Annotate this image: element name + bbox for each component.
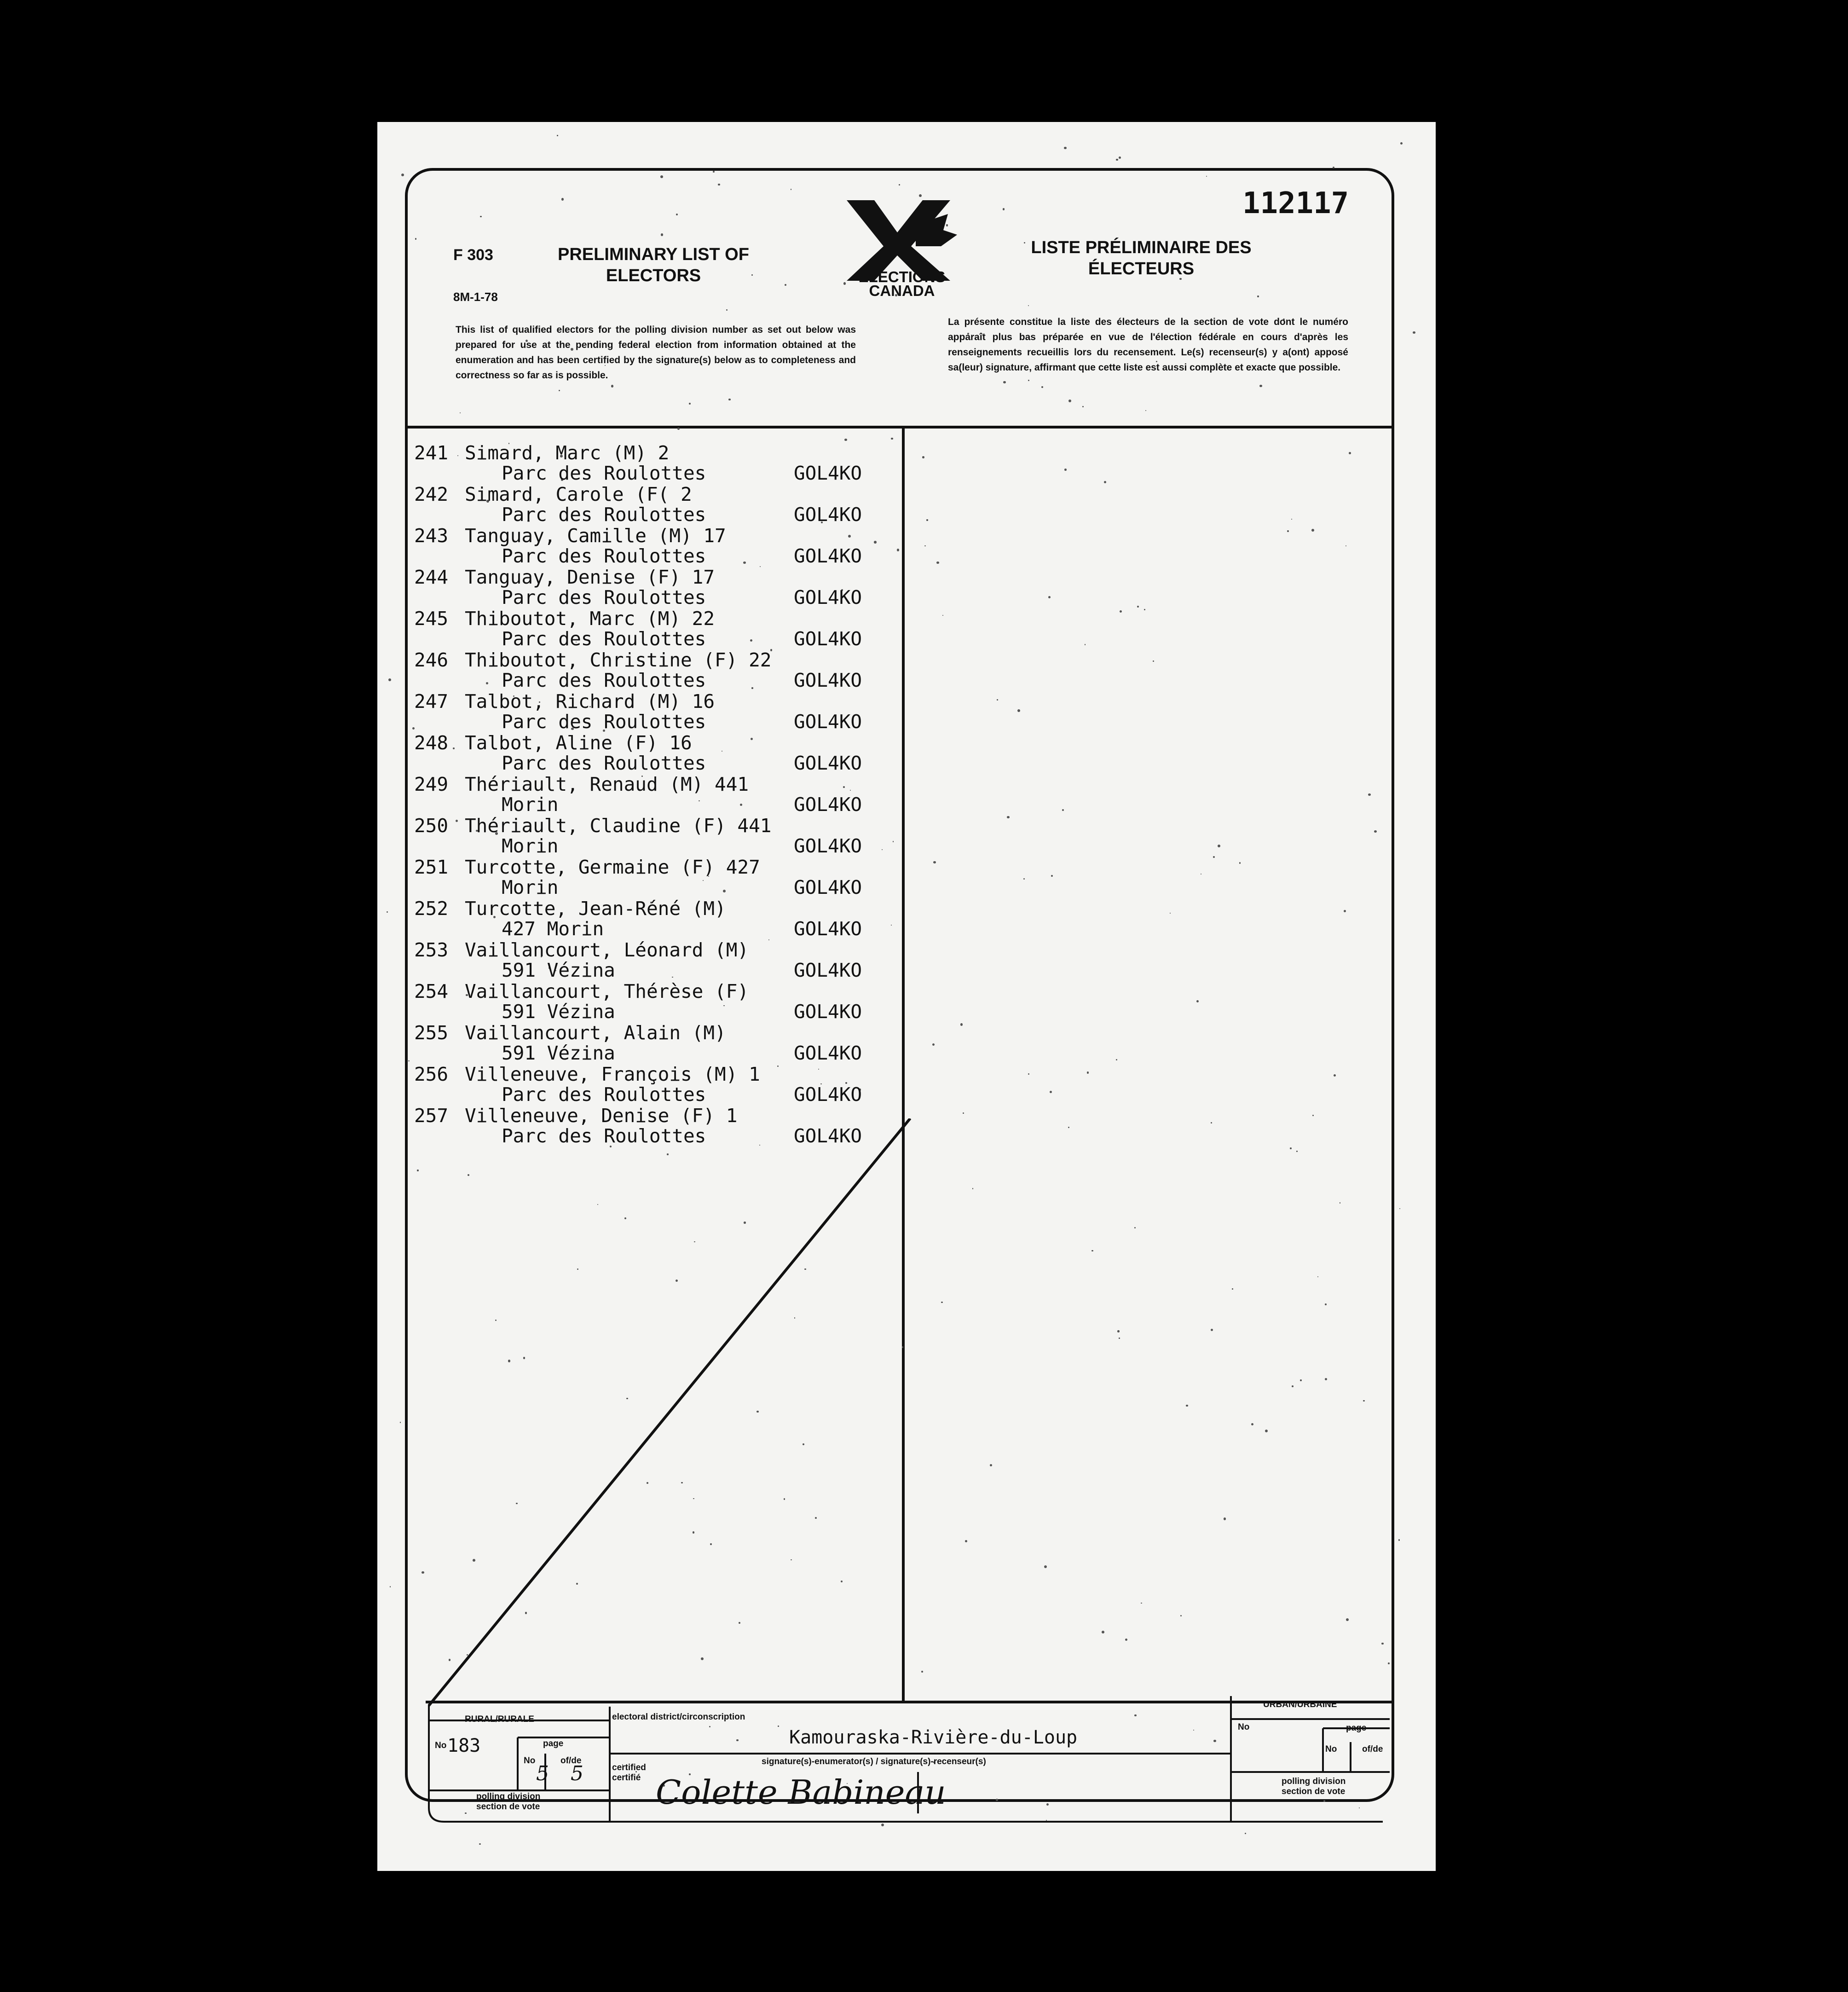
speck <box>1003 208 1005 210</box>
page-number: 5 <box>536 1762 549 1785</box>
speck <box>660 175 663 178</box>
elector-entry <box>414 732 902 773</box>
speck <box>1296 1151 1297 1152</box>
elector-entry <box>414 566 902 608</box>
polling-division-label-fr: section de vote <box>476 1802 540 1812</box>
speck <box>1211 1122 1212 1123</box>
elector-address: 427 Morin <box>502 918 604 940</box>
speck <box>1340 1202 1341 1204</box>
elector-number: 248 <box>414 732 449 754</box>
speck <box>1232 1288 1233 1290</box>
speck <box>713 171 715 173</box>
speck <box>1044 1565 1047 1568</box>
elector-number: 253 <box>414 939 449 961</box>
elector-number: 249 <box>414 773 449 795</box>
elector-entry <box>414 608 902 649</box>
speck <box>1116 1059 1117 1060</box>
elector-postal-code: GOL4KO <box>794 1083 862 1106</box>
intro-english: This list of qualified electors for the polling division number as set out below was prepared for use at the pending federal election from information obtained at the enumeration and has been certified by the signature(s) below as to completeness and correctness so far as is possible. <box>456 324 856 381</box>
elector-address: Parc des Roulottes <box>502 586 706 608</box>
speck <box>1117 1330 1119 1332</box>
elector-list <box>414 442 902 1146</box>
elector-address: 591 Vézina <box>502 1001 615 1023</box>
speck <box>1374 830 1376 833</box>
elector-entry <box>414 939 902 980</box>
elector-postal-code: GOL4KO <box>794 669 862 691</box>
speck <box>1119 1338 1120 1339</box>
speck <box>677 428 680 430</box>
elector-entry <box>414 442 902 483</box>
speck <box>1245 1833 1246 1834</box>
speck <box>1180 1615 1182 1616</box>
speck <box>1381 1643 1384 1645</box>
logo-text-canada: CANADA <box>869 282 935 297</box>
elector-postal-code: GOL4KO <box>794 959 862 981</box>
speck <box>997 699 998 700</box>
elector-number: 255 <box>414 1022 449 1044</box>
elector-name: Simard, Marc (M) 2 <box>465 442 670 464</box>
speck <box>1102 1631 1104 1633</box>
elector-name: Simard, Carole (F( 2 <box>465 483 692 505</box>
elector-number: 252 <box>414 898 449 920</box>
form-date: 8M-1-78 <box>453 290 498 304</box>
elector-number: 251 <box>414 856 449 878</box>
elector-postal-code: GOL4KO <box>794 835 862 857</box>
elector-name: Thériault, Claudine (F) 441 <box>465 815 772 837</box>
speck <box>1368 793 1371 796</box>
polling-division-number: 183 <box>447 1735 481 1756</box>
elector-name: Thiboutot, Marc (M) 22 <box>465 608 715 630</box>
elector-entry <box>414 483 902 525</box>
elector-name: Tanguay, Camille (M) 17 <box>465 525 726 547</box>
speck <box>785 284 786 286</box>
speck <box>559 390 560 391</box>
speck <box>390 1586 391 1587</box>
elector-address: Parc des Roulottes <box>502 545 706 567</box>
speck <box>899 184 900 185</box>
elector-name: Vaillancourt, Alain (M) <box>465 1022 726 1044</box>
elector-address: 591 Vézina <box>502 959 615 981</box>
urban-no-label: No <box>1238 1722 1250 1732</box>
elector-number: 257 <box>414 1105 449 1127</box>
speck <box>1400 142 1403 145</box>
elector-name: Talbot, Aline (F) 16 <box>465 732 692 754</box>
speck <box>1050 1091 1052 1093</box>
speck <box>1017 709 1020 712</box>
elector-number: 256 <box>414 1063 449 1085</box>
speck <box>924 545 925 546</box>
signature-label: signature(s)-enumerator(s) / signature(s)-recenseur(s) <box>762 1757 986 1766</box>
elector-address: Parc des Roulottes <box>502 504 706 526</box>
cancel-diagonal-line <box>428 1118 911 1708</box>
logo-text-elections: ELECTIONS <box>858 268 946 285</box>
speck <box>557 135 558 136</box>
speck <box>1317 1276 1318 1277</box>
elector-number: 242 <box>414 483 449 505</box>
elector-postal-code: GOL4KO <box>794 1042 862 1064</box>
elector-address: Parc des Roulottes <box>502 1125 706 1147</box>
speck <box>1311 529 1314 532</box>
speck <box>1413 331 1415 334</box>
page-label: page <box>543 1739 564 1749</box>
header-divider <box>406 426 1393 429</box>
elector-name: Villeneuve, Denise (F) 1 <box>465 1105 738 1127</box>
speck <box>891 438 893 440</box>
speck <box>387 911 388 913</box>
page-no-label: No <box>524 1756 536 1766</box>
speck <box>561 198 564 200</box>
elector-address: 591 Vézina <box>502 1042 615 1064</box>
speck <box>926 519 928 521</box>
speck <box>1211 1329 1213 1331</box>
speck <box>1300 1379 1302 1381</box>
speck <box>1224 1517 1226 1520</box>
urban-page-no-label: No <box>1325 1744 1337 1754</box>
speck <box>1028 380 1029 381</box>
elector-name: Thiboutot, Christine (F) 22 <box>465 649 772 671</box>
elector-name: Turcotte, Jean-Réné (M) <box>465 898 726 920</box>
elector-address: Parc des Roulottes <box>502 711 706 733</box>
speck <box>1349 452 1351 454</box>
elector-number: 244 <box>414 566 449 588</box>
elector-entry <box>414 856 902 898</box>
elector-address: Morin <box>502 793 559 816</box>
elector-postal-code: GOL4KO <box>794 628 862 650</box>
elector-name: Thériault, Renaud (M) 441 <box>465 773 749 795</box>
elector-entry <box>414 980 902 1022</box>
elector-name: Talbot, Richard (M) 16 <box>465 690 715 712</box>
elector-entry <box>414 649 902 690</box>
certified-label: certified <box>612 1763 646 1772</box>
elector-address: Morin <box>502 876 559 898</box>
elector-address: Morin <box>502 835 559 857</box>
speck <box>1363 1400 1365 1402</box>
speck <box>400 1422 401 1423</box>
elector-address: Parc des Roulottes <box>502 462 706 484</box>
page-of-label: of/de <box>560 1756 582 1766</box>
speck <box>1048 596 1051 598</box>
speck <box>417 1170 418 1171</box>
elector-address: Parc des Roulottes <box>502 1083 706 1106</box>
polling-division-label: polling division <box>476 1792 541 1801</box>
speck <box>1064 469 1067 471</box>
speck <box>1087 1071 1089 1073</box>
speck <box>726 309 727 310</box>
speck <box>611 385 613 387</box>
polling-no-label: No <box>435 1741 447 1750</box>
elector-postal-code: GOL4KO <box>794 545 862 567</box>
elector-postal-code: GOL4KO <box>794 1125 862 1147</box>
speck <box>1292 1385 1294 1387</box>
elector-postal-code: GOL4KO <box>794 504 862 526</box>
elector-name: Vaillancourt, Thérèse (F) <box>465 980 749 1002</box>
urban-polling-division-label: polling division <box>1282 1777 1346 1786</box>
elector-postal-code: GOL4KO <box>794 711 862 733</box>
speck <box>1170 913 1171 914</box>
elector-entry <box>414 898 902 939</box>
urban-label: URBAN/URBAINE <box>1263 1700 1337 1709</box>
elector-address: Parc des Roulottes <box>502 628 706 650</box>
speck <box>965 1540 967 1542</box>
serial-number: 112117 <box>1242 186 1349 220</box>
rural-label: RURAL/RURALE <box>465 1714 534 1724</box>
elector-postal-code: GOL4KO <box>794 918 862 940</box>
speck <box>1388 1662 1390 1664</box>
elector-number: 246 <box>414 649 449 671</box>
elector-entry <box>414 690 902 732</box>
elector-name: Vaillancourt, Léonard (M) <box>465 939 749 961</box>
speck <box>844 439 847 441</box>
speck <box>1028 1073 1029 1075</box>
speck <box>422 1571 424 1574</box>
title-french: LISTE PRÉLIMINAIRE DES ÉLECTEURS <box>1031 238 1252 278</box>
elector-number: 243 <box>414 525 449 547</box>
speck <box>922 456 924 458</box>
elector-number: 254 <box>414 980 449 1002</box>
title-english: PRELIMINARY LIST OF ELECTORS <box>558 245 749 285</box>
elector-postal-code: GOL4KO <box>794 752 862 774</box>
speck <box>1325 1378 1327 1380</box>
district-label: electoral district/circonscription <box>612 1712 745 1722</box>
district-name: Kamouraska-Rivière-du-Loup <box>789 1727 1078 1748</box>
elector-entry <box>414 815 902 856</box>
elector-number: 247 <box>414 690 449 712</box>
certified-label-fr: certifié <box>612 1773 641 1783</box>
elector-name: Tanguay, Denise (F) 17 <box>465 566 715 588</box>
elector-address: Parc des Roulottes <box>502 752 706 774</box>
elector-entry <box>414 525 902 566</box>
elector-entry <box>414 1022 902 1063</box>
speck <box>661 233 664 236</box>
elector-postal-code: GOL4KO <box>794 876 862 898</box>
elector-number: 245 <box>414 608 449 630</box>
urban-polling-division-label-fr: section de vote <box>1282 1787 1346 1796</box>
elector-name: Turcotte, Germaine (F) 427 <box>465 856 760 878</box>
elector-number: 241 <box>414 442 449 464</box>
elections-canada-logo <box>842 200 962 297</box>
form-number: F 303 <box>453 246 493 264</box>
speck <box>415 238 416 239</box>
speck <box>728 399 730 400</box>
elector-postal-code: GOL4KO <box>794 1001 862 1023</box>
elector-postal-code: GOL4KO <box>794 793 862 816</box>
elector-postal-code: GOL4KO <box>794 462 862 484</box>
elector-name: Villeneuve, François (M) 1 <box>465 1063 760 1085</box>
elector-address: Parc des Roulottes <box>502 669 706 691</box>
urban-of-label: of/de <box>1362 1744 1383 1754</box>
speck <box>1144 609 1145 610</box>
speck <box>1290 1147 1292 1149</box>
speck <box>1141 1603 1142 1604</box>
speck <box>1257 295 1259 297</box>
intro-french: La présente constitue la liste des électeurs de la section de vote dont le numéro apparaît plus bas préparée en vue de l'élection fédérale en cours d'après les renseignements recueillis lors du recensement. Le(s) recenseur(s) y a(ont) apposé sa(leur) signature, affirmant que cette liste est aussi complète et exacte que possible. <box>948 317 1348 373</box>
elector-entry <box>414 1063 902 1105</box>
speck <box>1259 385 1262 387</box>
speck <box>1062 809 1064 811</box>
elector-entry <box>414 773 902 815</box>
elector-number: 250 <box>414 815 449 837</box>
speck <box>1028 305 1029 306</box>
elector-postal-code: GOL4KO <box>794 586 862 608</box>
speck <box>388 678 391 681</box>
urban-page-label: page <box>1346 1723 1367 1733</box>
enumerator-signature: Colette Babineau <box>656 1773 946 1812</box>
speck <box>1218 845 1220 847</box>
page-total: 5 <box>571 1762 583 1785</box>
